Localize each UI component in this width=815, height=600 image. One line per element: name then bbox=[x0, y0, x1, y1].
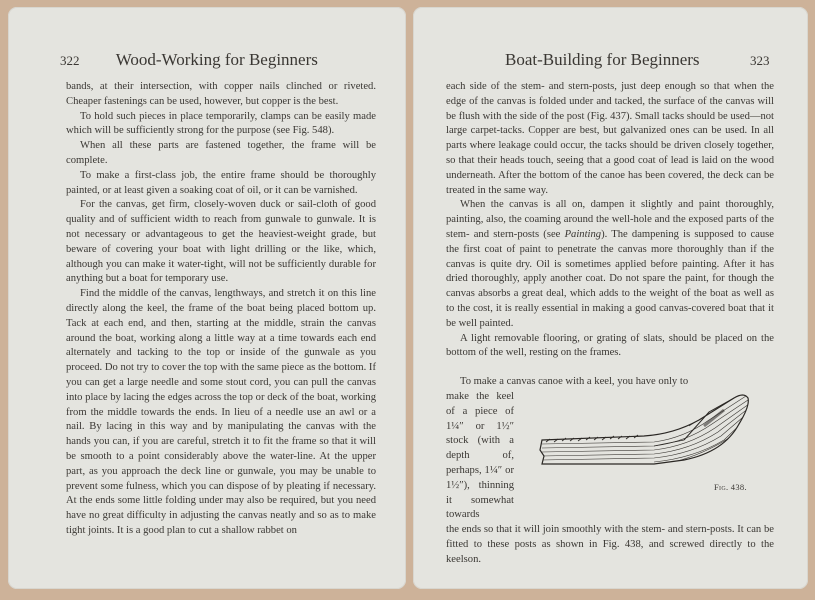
paragraph: For the canvas, get firm, closely-woven duck or sail-cloth of good quality and of sufficient width to reach from gunwale to gunwale. It is not necessary or advantageous to get the heaviest-weight grade, but beware of covering your boat with light drilling or the like, which, although you can make it water-tight, will not be sufficiently durable for anything but a boat for temporary use. bbox=[66, 199, 376, 285]
keel-side-text: make the keel of a piece of 1¼″ or 1½″ stock (with a depth of, perhaps, 1¼″ or 1½″), thinning it somewhat towards bbox=[446, 390, 514, 521]
cross-reference-painting: Painting bbox=[564, 228, 602, 240]
right-running-title: Boat-Building for Beginners bbox=[505, 50, 700, 69]
right-body-text bbox=[446, 80, 774, 568]
paragraph-part: ). The dampening is supposed to cause the first coat of paint to penetrate the canvas more thoroughly than if the canvas is quite dry. Oil is sometimes applied before painting. After it has dried thoroughly, apply another coat. Do not spare the paint, for though the canvas absorbs a great deal, which adds to the weight of the boat as well as to the cost, it is really essential in making a good canvas-covered boat that it be well painted. bbox=[446, 228, 774, 329]
left-body-text bbox=[66, 80, 376, 539]
right-running-head bbox=[505, 50, 770, 70]
figure-caption: Fig. 438. bbox=[714, 481, 747, 492]
paragraph: bands, at their intersection, with copper nails clinched or riveted. Cheaper fastenings can be used, however, but copper is the best. bbox=[66, 81, 376, 107]
figure-438 bbox=[534, 390, 774, 490]
left-running-title: Wood-Working for Beginners bbox=[115, 50, 318, 69]
right-page-number: 323 bbox=[750, 53, 770, 68]
paragraph: To make a first-class job, the entire frame should be thoroughly painted, or at least given a soaking coat of oil, or it can be varnished. bbox=[66, 169, 376, 196]
figure-block bbox=[446, 390, 774, 521]
keel-after-text: the ends so that it will join smoothly with the stem- and stern-posts. It can be fitted to these posts as shown in Fig. 438, and screwed directly to the keelson. bbox=[446, 524, 774, 565]
keel-intro: To make a canvas canoe with a keel, you have only to bbox=[460, 376, 689, 388]
keel-illustration bbox=[534, 390, 774, 482]
paragraph: each side of the stem- and stern-posts, just deep enough so that when the edge of the canvas is folded under and tacked, the surface of the canvas will be flush with the side of the post (Fig. 437). Small tacks should be used—not large carpet-tacks. Copper are best, but galvanized ones can be used. In all parts where leakage could occur, the tacks should be driven closely together, so that their heads touch, seeing that a good coat of lead is laid on the wood underneath. After the bottom of the canoe has been covered, the deck can be treated in the same way. bbox=[446, 81, 774, 196]
paragraph bbox=[446, 198, 774, 331]
left-running-head bbox=[60, 50, 318, 70]
paragraph: To hold such pieces in place temporarily, clamps can be easily made which will be sufficiently strong for the purpose (see Fig. 548). bbox=[66, 110, 376, 137]
left-page-number: 322 bbox=[60, 53, 80, 68]
keel-outline bbox=[540, 395, 748, 464]
paragraph: Find the middle of the canvas, lengthways, and stretch it on this line directly along the keel, the frame of the boat being placed bottom up. Tack at each end, and then, starting at the middle, strain the canvas around the boat, working along a little way at a time towards each end alternately and tacking to the top or inside of the gunwale as you proceed. Do not try to cover the top with the same piece as the bottom. If you can get a large needle and some stout cord, you can pull the canvas into place by lacing the edges across the top or deck of the boat, working from the middle towards the ends. In lieu of a needle use an awl or a nail. By lacing in this way and by manipulating the canvas with the hands you can, if you are careful, stretch it to fit the frame so that it will be smooth to a point considerably above the water-line. At the upper part, as you approach the deck line or gunwale, you may be unable to prevent some fulness, which you can dispose of by pleating if necessary. At the ends some little folding under may also be required, but you need have no great difficulty in adjusting the canvas neatly and so as to make tight joints. It is a good plan to cut a shallow rabbet on bbox=[66, 288, 376, 536]
paragraph: When all these parts are fastened together, the frame will be complete. bbox=[66, 140, 376, 166]
paragraph: A light removable flooring, or grating of slats, should be placed on the bottom of the well, resting on the frames. bbox=[446, 332, 774, 359]
paragraph-part: When the canvas is all on, dampen it slightly and paint thoroughly, painting, also, the coaming around the well-hole and the exposed parts of the stem- and stern-posts (see bbox=[446, 199, 774, 240]
